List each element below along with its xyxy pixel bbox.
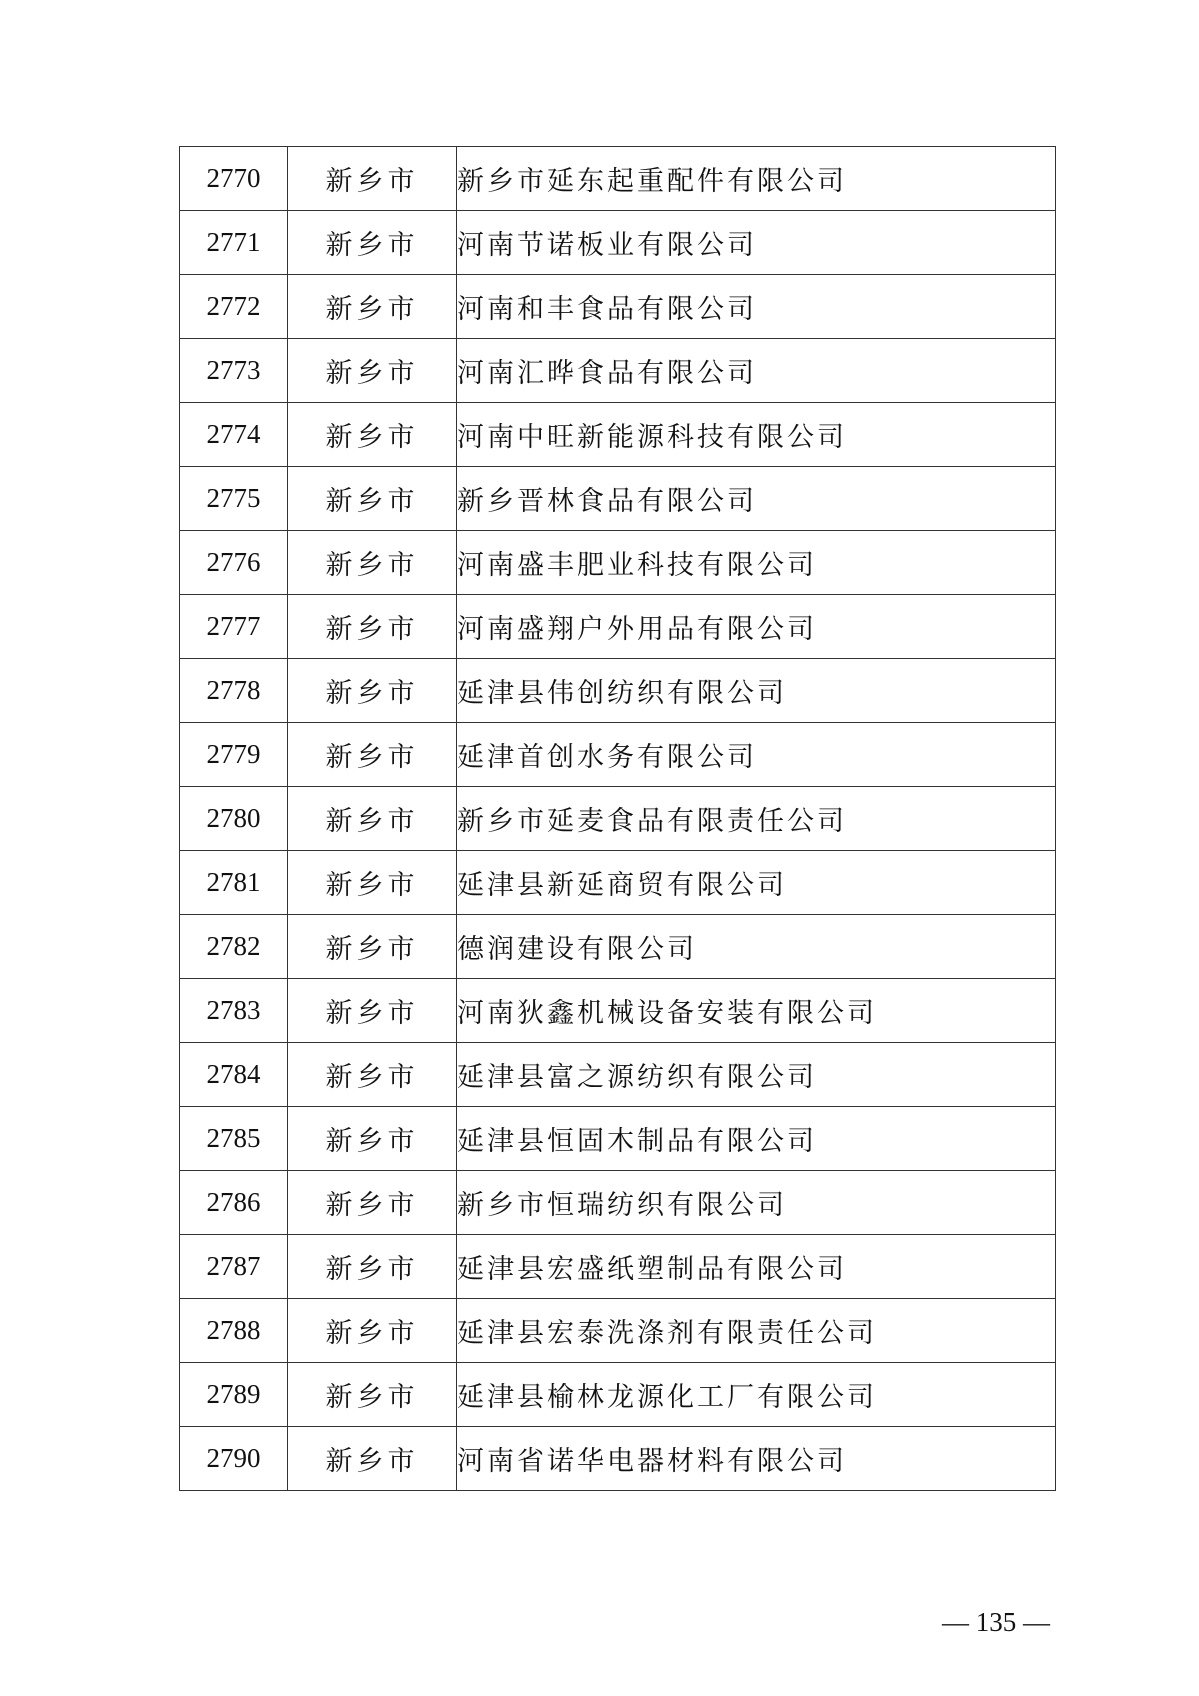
company-table-body xyxy=(180,147,1056,1491)
table-row xyxy=(180,1427,1056,1491)
table-row xyxy=(180,339,1056,403)
row-number: 2787 xyxy=(180,1235,288,1299)
row-city: 新乡市 xyxy=(288,915,457,979)
row-city: 新乡市 xyxy=(288,467,457,531)
row-number: 2775 xyxy=(180,467,288,531)
table-row xyxy=(180,979,1056,1043)
row-company: 河南汇晔食品有限公司 xyxy=(457,339,1056,403)
row-company: 延津县新延商贸有限公司 xyxy=(457,851,1056,915)
table-row xyxy=(180,1235,1056,1299)
row-company: 新乡晋林食品有限公司 xyxy=(457,467,1056,531)
table-row xyxy=(180,1043,1056,1107)
row-company: 延津县榆林龙源化工厂有限公司 xyxy=(457,1363,1056,1427)
row-city: 新乡市 xyxy=(288,979,457,1043)
row-company: 延津县恒固木制品有限公司 xyxy=(457,1107,1056,1171)
row-city: 新乡市 xyxy=(288,403,457,467)
table-row xyxy=(180,275,1056,339)
row-company: 河南狄鑫机械设备安装有限公司 xyxy=(457,979,1056,1043)
table-row xyxy=(180,595,1056,659)
row-company: 延津县富之源纺织有限公司 xyxy=(457,1043,1056,1107)
row-city: 新乡市 xyxy=(288,211,457,275)
table-row xyxy=(180,1171,1056,1235)
row-number: 2789 xyxy=(180,1363,288,1427)
row-number: 2784 xyxy=(180,1043,288,1107)
row-company: 新乡市延东起重配件有限公司 xyxy=(457,147,1056,211)
row-city: 新乡市 xyxy=(288,1299,457,1363)
row-city: 新乡市 xyxy=(288,531,457,595)
table-row xyxy=(180,787,1056,851)
row-company: 新乡市恒瑞纺织有限公司 xyxy=(457,1171,1056,1235)
row-number: 2781 xyxy=(180,851,288,915)
row-number: 2786 xyxy=(180,1171,288,1235)
row-city: 新乡市 xyxy=(288,787,457,851)
table-row xyxy=(180,467,1056,531)
row-city: 新乡市 xyxy=(288,723,457,787)
row-city: 新乡市 xyxy=(288,851,457,915)
row-number: 2773 xyxy=(180,339,288,403)
table-row xyxy=(180,723,1056,787)
table-row xyxy=(180,403,1056,467)
row-number: 2788 xyxy=(180,1299,288,1363)
row-company: 新乡市延麦食品有限责任公司 xyxy=(457,787,1056,851)
row-city: 新乡市 xyxy=(288,1107,457,1171)
row-number: 2774 xyxy=(180,403,288,467)
row-city: 新乡市 xyxy=(288,339,457,403)
company-table xyxy=(179,146,1056,1491)
row-company: 河南省诺华电器材料有限公司 xyxy=(457,1427,1056,1491)
table-row xyxy=(180,531,1056,595)
row-city: 新乡市 xyxy=(288,1363,457,1427)
row-number: 2778 xyxy=(180,659,288,723)
row-number: 2785 xyxy=(180,1107,288,1171)
row-company: 河南中旺新能源科技有限公司 xyxy=(457,403,1056,467)
table-row xyxy=(180,1363,1056,1427)
row-number: 2779 xyxy=(180,723,288,787)
table-row xyxy=(180,851,1056,915)
row-number: 2780 xyxy=(180,787,288,851)
row-city: 新乡市 xyxy=(288,147,457,211)
row-company: 延津县宏泰洗涤剂有限责任公司 xyxy=(457,1299,1056,1363)
row-number: 2776 xyxy=(180,531,288,595)
row-city: 新乡市 xyxy=(288,1043,457,1107)
row-city: 新乡市 xyxy=(288,1235,457,1299)
table-row xyxy=(180,659,1056,723)
row-number: 2772 xyxy=(180,275,288,339)
table-row xyxy=(180,915,1056,979)
row-company: 河南盛丰肥业科技有限公司 xyxy=(457,531,1056,595)
row-city: 新乡市 xyxy=(288,275,457,339)
row-city: 新乡市 xyxy=(288,659,457,723)
row-number: 2777 xyxy=(180,595,288,659)
row-number: 2782 xyxy=(180,915,288,979)
row-city: 新乡市 xyxy=(288,595,457,659)
row-city: 新乡市 xyxy=(288,1427,457,1491)
table-row xyxy=(180,147,1056,211)
table-row xyxy=(180,1299,1056,1363)
row-company: 河南节诺板业有限公司 xyxy=(457,211,1056,275)
row-number: 2783 xyxy=(180,979,288,1043)
table-row xyxy=(180,1107,1056,1171)
row-company: 德润建设有限公司 xyxy=(457,915,1056,979)
row-company: 河南和丰食品有限公司 xyxy=(457,275,1056,339)
row-company: 延津县伟创纺织有限公司 xyxy=(457,659,1056,723)
row-number: 2770 xyxy=(180,147,288,211)
page-number: — 135 — xyxy=(942,1607,1050,1637)
row-number: 2771 xyxy=(180,211,288,275)
row-company: 延津首创水务有限公司 xyxy=(457,723,1056,787)
table-row xyxy=(180,211,1056,275)
row-company: 河南盛翔户外用品有限公司 xyxy=(457,595,1056,659)
row-company: 延津县宏盛纸塑制品有限公司 xyxy=(457,1235,1056,1299)
row-number: 2790 xyxy=(180,1427,288,1491)
row-city: 新乡市 xyxy=(288,1171,457,1235)
